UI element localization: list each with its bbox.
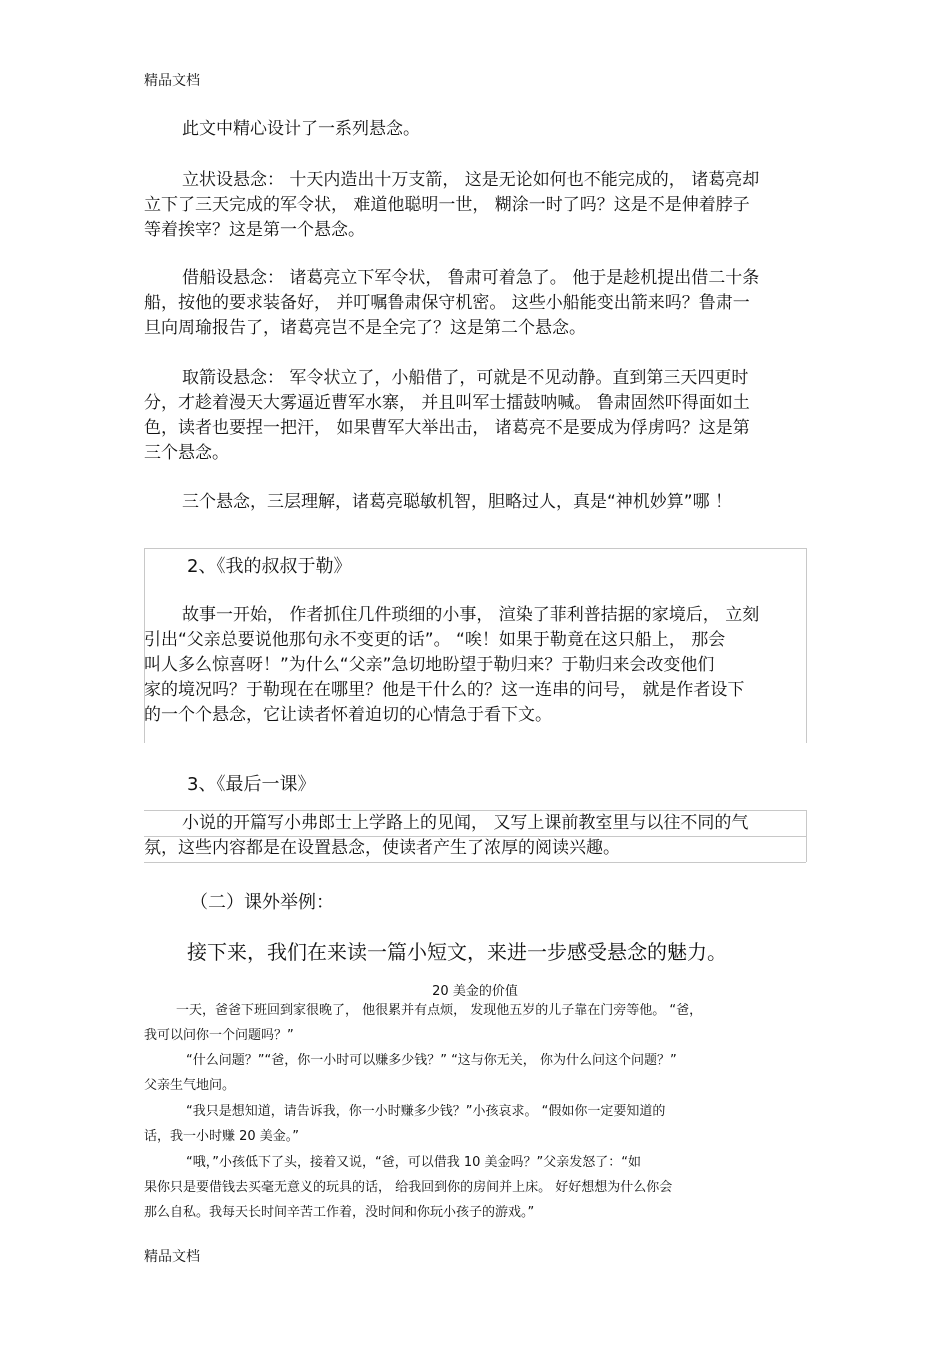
section-2-top-rule bbox=[144, 548, 806, 549]
story-line: 我可以问你一个问题吗？” bbox=[144, 1028, 294, 1043]
story-line: 父亲生气地问。 bbox=[144, 1078, 236, 1093]
story-line: “我只是想知道，请告诉我，你一小时赚多少钱？”小孩哀求。 “假如你一定要知道的 bbox=[186, 1104, 666, 1119]
subsection-heading: （二）课外举例： bbox=[190, 892, 334, 913]
story-paragraph-2 bbox=[144, 1048, 806, 1098]
section-2-body bbox=[144, 603, 806, 728]
story-line: 那么自私。我每天长时间辛苦工作着，没时间和你玩小孩子的游戏。” bbox=[144, 1205, 535, 1220]
paragraph-line: 引出“父亲总要说他那句永不变更的话”。 “唉！如果于勒竟在这只船上， 那会 bbox=[144, 630, 726, 650]
paragraph-line: 分，才趁着漫天大雾逼近曹军水寨， 并且叫军士擂鼓呐喊。 鲁肃固然吓得面如土 bbox=[144, 393, 750, 413]
paragraph-line: 色，读者也要捏一把汗， 如果曹军大举出击， 诸葛亮不是要成为俘虏吗？这是第 bbox=[144, 418, 750, 438]
paragraph-4 bbox=[144, 490, 844, 515]
paragraph-line: 三个悬念。 bbox=[144, 443, 229, 463]
story-paragraph-1 bbox=[144, 998, 806, 1048]
story-line: 一天，爸爸下班回到家很晚了， 他很累并有点烦， 发现他五岁的儿子靠在门旁等他。 “爸， bbox=[176, 1003, 703, 1018]
story-title: 20 美金的价值 bbox=[432, 984, 518, 999]
intro-line: 此文中精心设计了一系列悬念。 bbox=[182, 119, 420, 139]
story-line: 果你只是要借钱去买毫无意义的玩具的话， 给我回到你的房间并上床。 好好想想为什么你会 bbox=[144, 1180, 673, 1195]
paragraph-2 bbox=[144, 266, 806, 341]
paragraph-line: 等着挨宰？这是第一个悬念。 bbox=[144, 220, 365, 240]
story-line: “什么问题？”“爸，你一小时可以赚多少钱？” “这与你无关， 你为什么问这个问题？” bbox=[186, 1053, 677, 1068]
section-3-body bbox=[144, 811, 806, 861]
story-paragraph-3 bbox=[144, 1099, 806, 1149]
story-line: “哦，”小孩低下了头，接着又说，“爸，可以借我 10 美金吗？”父亲发怒了：“如 bbox=[186, 1155, 641, 1170]
section-2-heading: 2、《我的叔叔于勒》 bbox=[187, 556, 352, 577]
paragraph-line: 家的境况吗？于勒现在在哪里？他是干什么的？这一连串的问号， 就是作者设下 bbox=[144, 680, 745, 700]
paragraph-line: 旦向周瑜报告了，诸葛亮岂不是全完了？这是第二个悬念。 bbox=[144, 318, 586, 338]
paragraph-line: 借船设悬念： 诸葛亮立下军令状， 鲁肃可着急了。 他于是趁机提出借二十条 bbox=[182, 268, 760, 288]
paragraph-3 bbox=[144, 366, 806, 466]
paragraph-line: 故事一开始， 作者抓住几件琐细的小事， 渲染了菲利普拮据的家境后， 立刻 bbox=[182, 605, 760, 625]
paragraph-line: 的一个个悬念，它让读者怀着迫切的心情急于看下文。 bbox=[144, 705, 552, 725]
section-2-right-rule bbox=[806, 548, 807, 743]
paragraph-1 bbox=[144, 168, 806, 243]
paragraph-line: 小说的开篇写小弗郎士上学路上的见闻， 又写上课前教室里与以往不同的气 bbox=[182, 813, 749, 833]
paragraph-line: 立状设悬念： 十天内造出十万支箭， 这是无论如何也不能完成的， 诸葛亮却 bbox=[182, 170, 760, 190]
story-line: 话，我一小时赚 20 美金。” bbox=[144, 1129, 300, 1144]
page-header: 精品文档 bbox=[144, 73, 200, 89]
section-3-heading: 3、《最后一课》 bbox=[187, 774, 316, 795]
paragraph-line: 氛，这些内容都是在设置悬念，使读者产生了浓厚的阅读兴趣。 bbox=[144, 838, 620, 858]
paragraph-line: 船，按他的要求装备好， 并叮嘱鲁肃保守机密。 这些小船能变出箭来吗？鲁肃一 bbox=[144, 293, 750, 313]
section-3-bottom-rule bbox=[144, 862, 806, 863]
paragraph-line: 立下了三天完成的军令状， 难道他聪明一世， 糊涂一时了吗？这是不是伸着脖子 bbox=[144, 195, 750, 215]
paragraph-line: 叫人多么惊喜呀！”为什么“父亲”急切地盼望于勒归来？于勒归来会改变他们 bbox=[144, 655, 715, 675]
section-3-right-rule bbox=[806, 810, 807, 862]
paragraph-line: 取箭设悬念： 军令状立了，小船借了，可就是不见动静。直到第三天四更时 bbox=[182, 368, 749, 388]
lead-sentence: 接下来，我们在来读一篇小短文，来进一步感受悬念的魅力。 bbox=[187, 940, 727, 964]
intro-paragraph bbox=[144, 117, 844, 142]
story-paragraph-4 bbox=[144, 1150, 806, 1225]
page-footer: 精品文档 bbox=[144, 1249, 200, 1265]
paragraph-line: 三个悬念，三层理解，诸葛亮聪敏机智，胆略过人，真是“神机妙算”哪 ！ bbox=[182, 492, 733, 512]
